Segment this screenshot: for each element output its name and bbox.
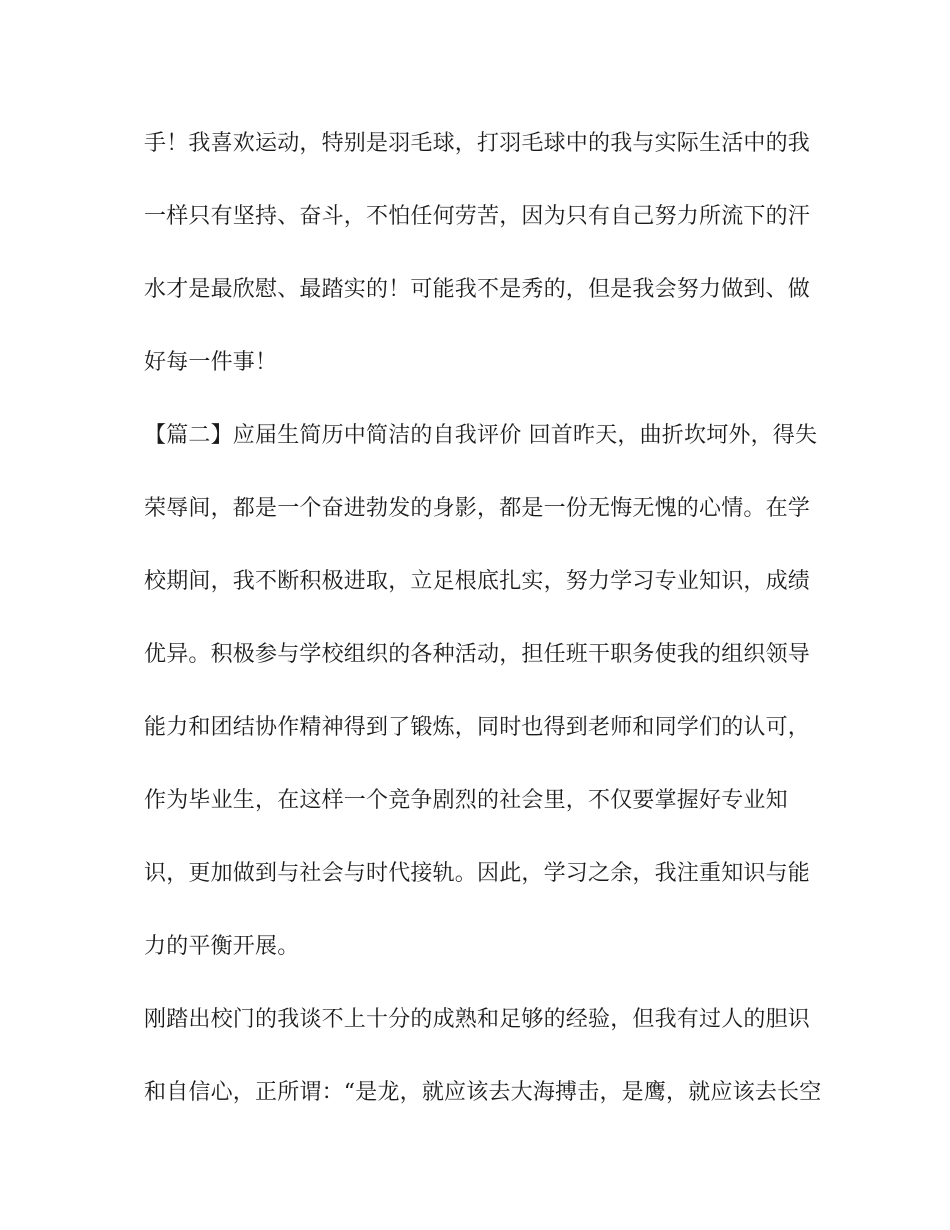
text-line: 优异。积极参与学校组织的各种活动，担任班干职务使我的组织领导 <box>144 642 811 667</box>
text-line: 手！我喜欢运动，特别是羽毛球，打羽毛球中的我与实际生活中的我 <box>144 131 811 156</box>
text-line: 一样只有坚持、奋斗，不怕任何劳苦，因为只有自己努力所流下的汗 <box>144 204 811 229</box>
text-line: 识，更加做到与社会与时代接轨。因此，学习之余，我注重知识与能 <box>144 861 811 886</box>
text-line: 校期间，我不断积极进取，立足根底扎实，努力学习专业知识，成绩 <box>144 569 811 594</box>
text-line: 作为毕业生，在这样一个竞争剧烈的社会里，不仅要掌握好专业知 <box>144 788 788 813</box>
text-line: 水才是最欣慰、最踏实的！可能我不是秀的，但是我会努力做到、做 <box>144 277 811 302</box>
text-line: 刚踏出校门的我谈不上十分的成熟和足够的经验，但我有过人的胆识 <box>144 1007 811 1032</box>
text-line: 能力和团结协作精神得到了锻炼，同时也得到老师和同学们的认可， <box>144 715 811 740</box>
text-line: 力的平衡开展。 <box>144 934 300 959</box>
text-line: 好每一件事！ <box>144 350 278 375</box>
text-line: 【篇二】应届生简历中简洁的自我评价 回首昨天，曲折坎坷外，得失 <box>144 423 818 448</box>
text-line: 荣辱间，都是一个奋进勃发的身影，都是一份无悔无愧的心情。在学 <box>144 496 811 521</box>
text-line: 和自信心，正所谓：“是龙，就应该去大海搏击，是鹰，就应该去长空 <box>144 1080 822 1105</box>
